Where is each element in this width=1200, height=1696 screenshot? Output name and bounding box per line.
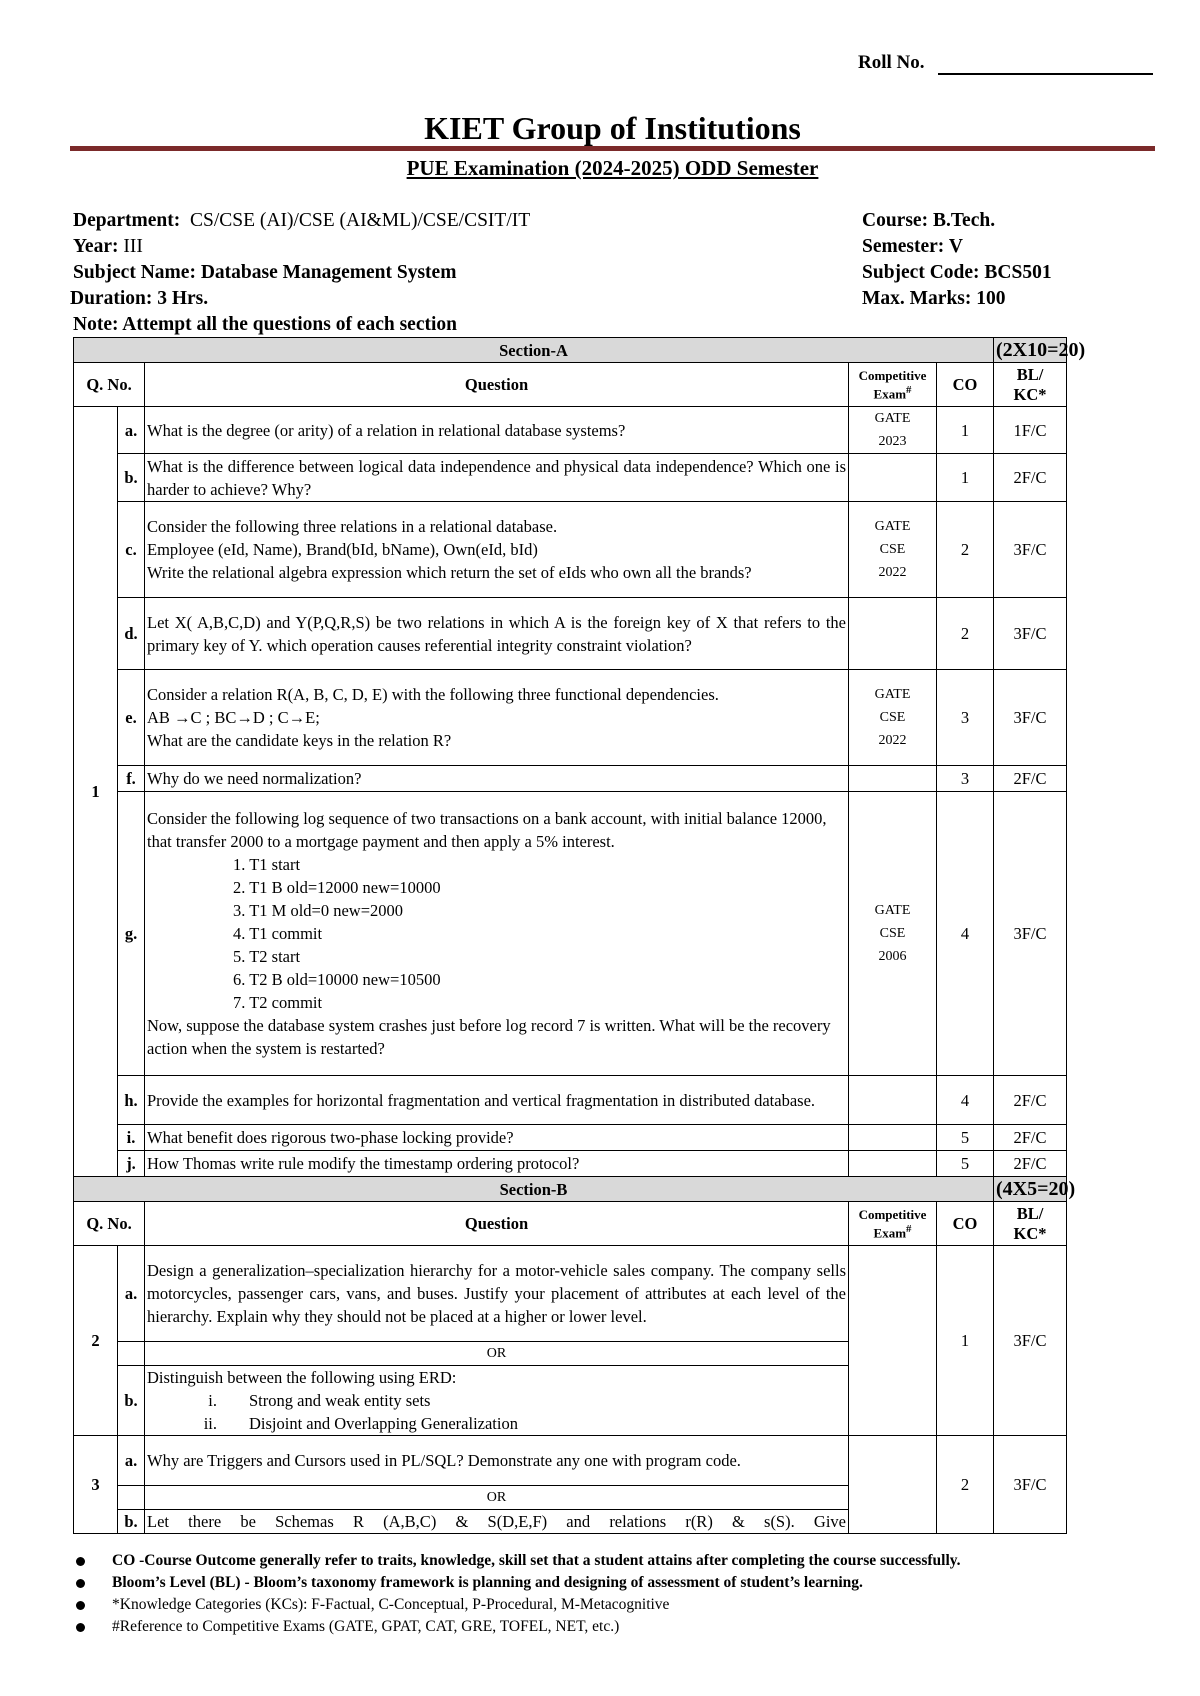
subject-code-line: Subject Code: BCS501 xyxy=(862,262,1052,283)
qno-header: Q. No. xyxy=(74,363,145,407)
section-b-marks: (4X5=20) xyxy=(994,1177,1067,1202)
semester-line: Semester: V xyxy=(862,236,963,257)
exam-title: PUE Examination (2024-2025) ODD Semester xyxy=(406,156,819,180)
exam-header: Competitive Exam# xyxy=(849,363,937,407)
question-text: Distinguish between the following using ERD: i. Strong and weak entity sets ii. Disjoint and Overlapping Generalization xyxy=(145,1366,849,1436)
question-text: What is the degree (or arity) of a relation in relational database systems? xyxy=(145,407,849,454)
section-a-column-headers xyxy=(74,363,1067,407)
header-rule xyxy=(70,146,1155,151)
table-row: 3 a. Why are Triggers and Cursors used in PL/SQL? Demonstrate any one with program code. 2 3F/C xyxy=(74,1436,1067,1486)
question-text: Consider the following log sequence of two transactions on a bank account, with initial balance 12000, that transfer 2000 to a mortgage payment and then apply a 5% interest. 1. T1 start 2. T1 B old=12000 new=10000 3. T1 M old=0 new=2000 4. T1 commit 5. T2 start 6. T2 B old=10000 new=10500 7. T2 commit Now, suppose the database system crashes just before log record 7 is written. What will be the recovery action when the system is restarted? xyxy=(145,792,849,1076)
or-row: OR xyxy=(74,1342,1067,1366)
footnote-kc: *Knowledge Categories (KCs): F-Factual, C-Conceptual, P-Procedural, M-Metacognitive xyxy=(112,1594,1192,1616)
footnote-exams: #Reference to Competitive Exams (GATE, GPAT, CAT, GRE, TOFEL, NET, etc.) xyxy=(112,1616,1192,1638)
question-number-3: 3 xyxy=(74,1436,118,1534)
section-b-title: Section-B xyxy=(74,1177,994,1202)
table-row: b. Let there be Schemas R (A,B,C) & S(D,E,F) and relations r(R) & s(S). Give xyxy=(74,1510,1067,1534)
question-text: How Thomas write rule modify the timestamp ordering protocol? xyxy=(145,1151,849,1177)
note-line: Note: Attempt all the questions of each section xyxy=(73,314,457,335)
table-row: 1 a. What is the degree (or arity) of a relation in relational database systems? GATE 2023 1 1F/C xyxy=(74,407,1067,454)
table-row: 2 a. Design a generalization–specialization hierarchy for a motor-vehicle sales company. The company sells motorcycles, passenger cars, vans, and buses. Justify your placement of attributes at each level of the hierarchy. Explain why they should not be placed at a higher or lower level. 1 3F/C xyxy=(74,1246,1067,1342)
table-row: h. Provide the examples for horizontal fragmentation and vertical fragmentation in distributed database. 4 2F/C xyxy=(74,1076,1067,1125)
footnotes xyxy=(112,1550,1192,1638)
footnote-co: CO -Course Outcome generally refer to traits, knowledge, skill set that a student attains after completing the course successfully. xyxy=(112,1550,1192,1572)
table-row: b. Distinguish between the following using ERD: i. Strong and weak entity sets ii. Disjoint and Overlapping Generalization xyxy=(74,1366,1067,1436)
subject-name-line: Subject Name: Database Management System xyxy=(73,262,457,283)
bl-header: BL/ KC* xyxy=(994,363,1067,407)
roll-no-label: Roll No. xyxy=(858,52,925,73)
question-text: Why do we need normalization? xyxy=(145,766,849,792)
footnote-bl: Bloom’s Level (BL) - Bloom’s taxonomy framework is planning and designing of assessment of student’s learning. xyxy=(112,1572,1192,1594)
question-text: What is the difference between logical data independence and physical data independence? Which one is harder to achieve? Why? xyxy=(145,454,849,502)
exam-ref: GATE CSE 2022 xyxy=(849,502,937,598)
duration-line: Duration: 3 Hrs. xyxy=(70,288,209,309)
course-line: Course: B.Tech. xyxy=(862,210,996,231)
exam-ref: GATE CSE 2006 xyxy=(849,792,937,1076)
institution-title: KIET Group of Institutions xyxy=(424,110,801,146)
section-a-marks: (2X10=20) xyxy=(994,338,1067,363)
question-text: Let there be Schemas R (A,B,C) & S(D,E,F) and relations r(R) & s(S). Give xyxy=(145,1510,849,1534)
exam-ref: GATE CSE 2022 xyxy=(849,670,937,766)
section-a-title: Section-A xyxy=(74,338,994,363)
question-text: Consider the following three relations in a relational database. Employee (eId, Name), Brand(bId, bName), Own(eId, bId) Write the relational algebra expression which return the set of eIds who own all the brands? xyxy=(145,502,849,598)
co-header: CO xyxy=(937,363,994,407)
question-table xyxy=(73,337,1086,1534)
roll-no-blank xyxy=(938,73,1153,75)
section-a-header xyxy=(74,338,1067,363)
table-row: f. Why do we need normalization? 3 2F/C xyxy=(74,766,1067,792)
question-text: What benefit does rigorous two-phase locking provide? xyxy=(145,1125,849,1151)
max-marks-line: Max. Marks: 100 xyxy=(862,288,1006,309)
question-text: Design a generalization–specialization hierarchy for a motor-vehicle sales company. The company sells motorcycles, passenger cars, vans, and buses. Justify your placement of attributes at each level of the hierarchy. Explain why they should not be placed at a higher or lower level. xyxy=(145,1246,849,1342)
question-header: Question xyxy=(145,363,849,407)
section-b-column-headers: Q. No. Question Competitive Exam# CO BL/ KC* xyxy=(74,1202,1067,1246)
table-row: c. Consider the following three relations in a relational database. Employee (eId, Name), Brand(bId, bName), Own(eId, bId) Write the relational algebra expression which return the set of eIds who own all the brands? GATE CSE 2022 2 3F/C xyxy=(74,502,1067,598)
question-number-1: 1 xyxy=(74,407,118,1177)
table-row: i. What benefit does rigorous two-phase locking provide? 5 2F/C xyxy=(74,1125,1067,1151)
table-row: j. How Thomas write rule modify the timestamp ordering protocol? 5 2F/C xyxy=(74,1151,1067,1177)
question-text: Consider a relation R(A, B, C, D, E) with the following three functional dependencies. AB →C ; BC→D ; C→E; What are the candidate keys in the relation R? xyxy=(145,670,849,766)
question-text: Let X( A,B,C,D) and Y(P,Q,R,S) be two relations in which A is the foreign key of X that refers to the primary key of Y. which operation causes referential integrity constraint violation? xyxy=(145,598,849,670)
table-row: b. What is the difference between logical data independence and physical data independence? Which one is harder to achieve? Why? 1 2F/C xyxy=(74,454,1067,502)
question-text: Provide the examples for horizontal fragmentation and vertical fragmentation in distributed database. xyxy=(145,1076,849,1125)
department-line: Department: CS/CSE (AI)/CSE (AI&ML)/CSE/CSIT/IT xyxy=(73,210,531,231)
year-line: Year: III xyxy=(73,236,143,257)
question-text: Why are Triggers and Cursors used in PL/SQL? Demonstrate any one with program code. xyxy=(145,1436,849,1486)
exam-ref: GATE 2023 xyxy=(849,407,937,454)
or-row: OR xyxy=(74,1486,1067,1510)
section-b-header xyxy=(74,1177,1067,1202)
question-number-2: 2 xyxy=(74,1246,118,1436)
table-row: d. Let X( A,B,C,D) and Y(P,Q,R,S) be two relations in which A is the foreign key of X that refers to the primary key of Y. which operation causes referential integrity constraint violation? 2 3F/C xyxy=(74,598,1067,670)
table-row: e. Consider a relation R(A, B, C, D, E) with the following three functional dependencies. AB →C ; BC→D ; C→E; What are the candidate keys in the relation R? GATE CSE 2022 3 3F/C xyxy=(74,670,1067,766)
table-row: g. Consider the following log sequence of two transactions on a bank account, with initial balance 12000, that transfer 2000 to a mortgage payment and then apply a 5% interest. 1. T1 start 2. T1 B old=12000 new=10000 3. T1 M old=0 new=2000 4. T1 commit 5. T2 start 6. T2 B old=10000 new=10500 7. T2 commit Now, suppose the database system crashes just before log record 7 is written. What will be the recovery action when the system is restarted? GATE CSE 2006 4 3F/C xyxy=(74,792,1067,1076)
